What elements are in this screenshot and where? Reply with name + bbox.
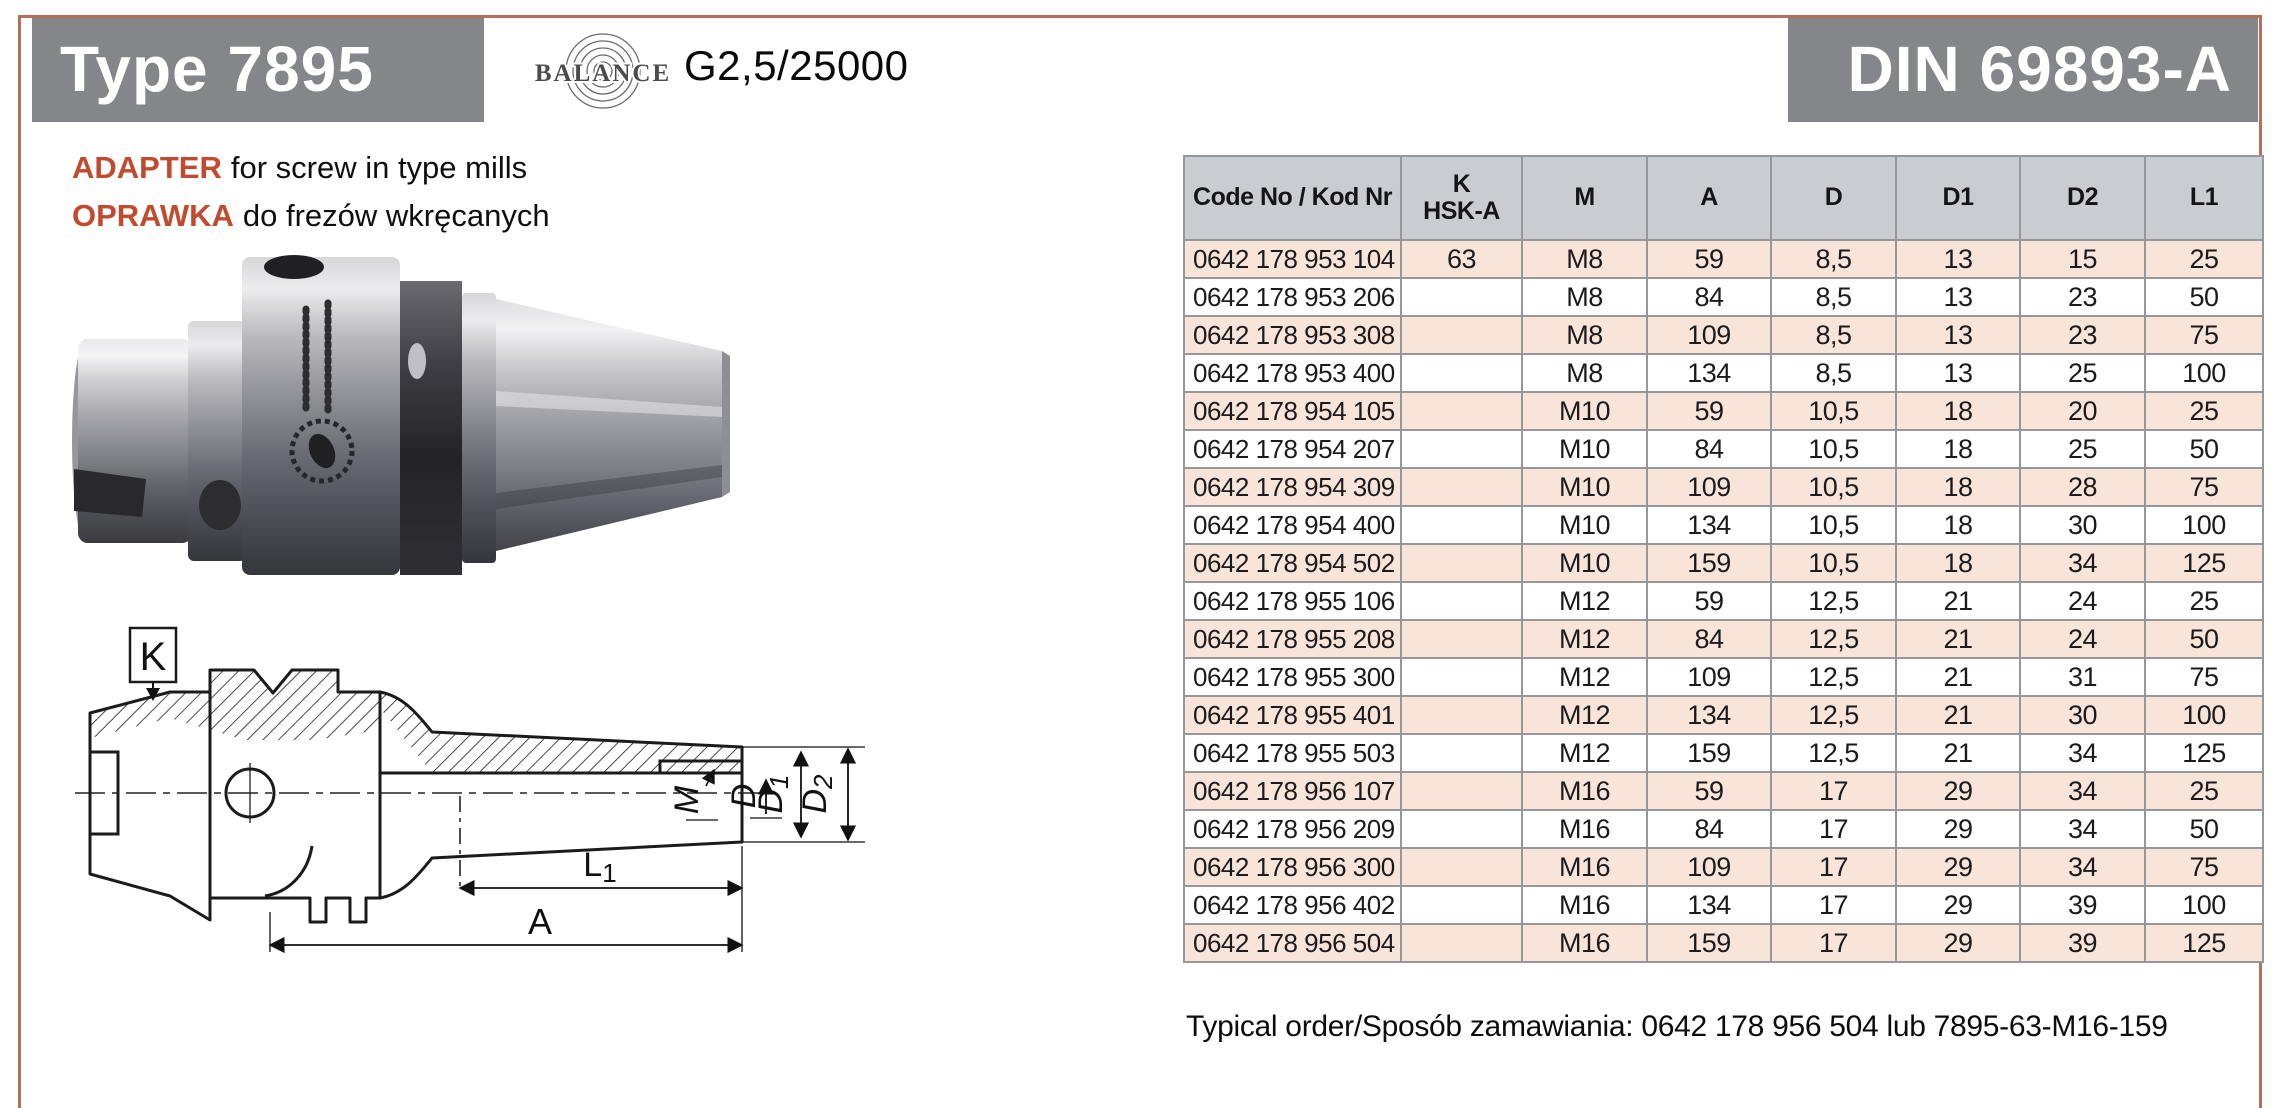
value-cell — [1401, 506, 1522, 544]
code-cell: 0642 178 953 104 — [1184, 240, 1401, 278]
value-cell: 24 — [2020, 582, 2145, 620]
value-cell: 18 — [1896, 392, 2020, 430]
value-cell: 75 — [2145, 468, 2263, 506]
value-cell: M8 — [1522, 278, 1647, 316]
value-cell — [1401, 468, 1522, 506]
value-cell: 25 — [2145, 392, 2263, 430]
value-cell — [1401, 696, 1522, 734]
value-cell: 84 — [1647, 278, 1771, 316]
code-cell: 0642 178 956 209 — [1184, 810, 1401, 848]
value-cell: 20 — [2020, 392, 2145, 430]
dim-label-d1: D1 — [752, 774, 794, 814]
value-cell: 21 — [1896, 734, 2020, 772]
value-cell: 34 — [2020, 772, 2145, 810]
col-header-d1: D1 — [1896, 156, 2020, 240]
code-cell: 0642 178 954 400 — [1184, 506, 1401, 544]
value-cell — [1401, 620, 1522, 658]
balance-grade: G2,5/25000 — [684, 42, 909, 89]
code-cell: 0642 178 953 400 — [1184, 354, 1401, 392]
code-cell: 0642 178 953 308 — [1184, 316, 1401, 354]
value-cell: 29 — [1896, 886, 2020, 924]
value-cell: 159 — [1647, 544, 1771, 582]
adapter-keyword: ADAPTER — [72, 150, 222, 185]
value-cell: M10 — [1522, 468, 1647, 506]
value-cell: 159 — [1647, 734, 1771, 772]
code-cell: 0642 178 956 300 — [1184, 848, 1401, 886]
col-header-m: M — [1522, 156, 1647, 240]
col-header-l1: L1 — [2145, 156, 2263, 240]
adapter-text: for screw in type mills — [230, 150, 528, 185]
value-cell: M10 — [1522, 506, 1647, 544]
value-cell: 8,5 — [1771, 354, 1896, 392]
code-cell: 0642 178 954 502 — [1184, 544, 1401, 582]
value-cell: 59 — [1647, 392, 1771, 430]
value-cell: 8,5 — [1771, 316, 1896, 354]
value-cell — [1401, 278, 1522, 316]
value-cell: 21 — [1896, 696, 2020, 734]
value-cell: 24 — [2020, 620, 2145, 658]
value-cell: 39 — [2020, 886, 2145, 924]
table-row — [1184, 658, 2263, 696]
col-header-a: A — [1647, 156, 1771, 240]
oprawka-keyword: OPRAWKA — [72, 198, 234, 233]
value-cell: 75 — [2145, 848, 2263, 886]
page-border-left — [18, 15, 21, 1108]
value-cell — [1401, 848, 1522, 886]
table-row — [1184, 696, 2263, 734]
dim-label-d2: D2 — [796, 774, 838, 814]
value-cell: M10 — [1522, 392, 1647, 430]
table-row — [1184, 278, 2263, 316]
value-cell — [1401, 430, 1522, 468]
value-cell: 10,5 — [1771, 506, 1896, 544]
balance-logo-text: BALANCE — [534, 60, 672, 87]
value-cell: 10,5 — [1771, 430, 1896, 468]
value-cell: 18 — [1896, 430, 2020, 468]
value-cell: M8 — [1522, 240, 1647, 278]
value-cell: 29 — [1896, 848, 2020, 886]
value-cell: 23 — [2020, 278, 2145, 316]
spec-table-body — [1184, 240, 2263, 962]
din-title: DIN 69893-A — [1847, 33, 2232, 105]
value-cell: 17 — [1771, 924, 1896, 962]
code-cell: 0642 178 955 106 — [1184, 582, 1401, 620]
table-header-row — [1184, 156, 2263, 240]
value-cell: 29 — [1896, 772, 2020, 810]
value-cell: 125 — [2145, 924, 2263, 962]
value-cell: 17 — [1771, 848, 1896, 886]
product-photo-image — [70, 243, 730, 588]
value-cell: 125 — [2145, 544, 2263, 582]
description-en — [72, 144, 550, 192]
table-row — [1184, 582, 2263, 620]
table-row — [1184, 544, 2263, 582]
code-cell: 0642 178 954 105 — [1184, 392, 1401, 430]
value-cell: 18 — [1896, 506, 2020, 544]
value-cell — [1401, 772, 1522, 810]
value-cell: 13 — [1896, 354, 2020, 392]
value-cell: M12 — [1522, 620, 1647, 658]
value-cell — [1401, 810, 1522, 848]
value-cell — [1401, 392, 1522, 430]
value-cell: 17 — [1771, 810, 1896, 848]
value-cell: 100 — [2145, 354, 2263, 392]
value-cell: 15 — [2020, 240, 2145, 278]
code-cell: 0642 178 956 107 — [1184, 772, 1401, 810]
value-cell: M16 — [1522, 772, 1647, 810]
value-cell: 21 — [1896, 582, 2020, 620]
code-cell: 0642 178 956 504 — [1184, 924, 1401, 962]
table-row — [1184, 392, 2263, 430]
value-cell — [1401, 582, 1522, 620]
code-cell: 0642 178 955 208 — [1184, 620, 1401, 658]
col-header-d2: D2 — [2020, 156, 2145, 240]
type-title-box — [32, 18, 484, 122]
value-cell: 30 — [2020, 696, 2145, 734]
value-cell: M10 — [1522, 544, 1647, 582]
value-cell: 75 — [2145, 316, 2263, 354]
value-cell: 109 — [1647, 848, 1771, 886]
dim-label-l1: L1 — [583, 846, 617, 888]
value-cell: 10,5 — [1771, 468, 1896, 506]
col-header-code: Code No / Kod Nr — [1184, 156, 1401, 240]
value-cell — [1401, 924, 1522, 962]
value-cell: 17 — [1771, 886, 1896, 924]
value-cell: 12,5 — [1771, 734, 1896, 772]
value-cell: 75 — [2145, 658, 2263, 696]
table-row — [1184, 354, 2263, 392]
value-cell: 50 — [2145, 278, 2263, 316]
value-cell: 25 — [2145, 772, 2263, 810]
value-cell: 8,5 — [1771, 240, 1896, 278]
value-cell: M12 — [1522, 734, 1647, 772]
value-cell: 12,5 — [1771, 582, 1896, 620]
oprawka-text: do frezów wkręcanych — [242, 198, 550, 233]
value-cell: 10,5 — [1771, 544, 1896, 582]
value-cell — [1401, 354, 1522, 392]
value-cell: 84 — [1647, 430, 1771, 468]
dim-label-a: A — [527, 901, 553, 942]
value-cell: 125 — [2145, 734, 2263, 772]
value-cell: 59 — [1647, 772, 1771, 810]
value-cell: 30 — [2020, 506, 2145, 544]
table-row — [1184, 506, 2263, 544]
value-cell: 23 — [2020, 316, 2145, 354]
value-cell: 34 — [2020, 734, 2145, 772]
value-cell: 134 — [1647, 506, 1771, 544]
value-cell: 34 — [2020, 848, 2145, 886]
value-cell — [1401, 658, 1522, 696]
value-cell: M8 — [1522, 316, 1647, 354]
value-cell: 39 — [2020, 924, 2145, 962]
value-cell: 8,5 — [1771, 278, 1896, 316]
value-cell: 50 — [2145, 810, 2263, 848]
value-cell: 29 — [1896, 924, 2020, 962]
value-cell: 100 — [2145, 886, 2263, 924]
code-cell: 0642 178 953 206 — [1184, 278, 1401, 316]
value-cell: M16 — [1522, 924, 1647, 962]
value-cell: 25 — [2145, 240, 2263, 278]
value-cell: 134 — [1647, 696, 1771, 734]
value-cell: 25 — [2020, 430, 2145, 468]
value-cell: 12,5 — [1771, 658, 1896, 696]
value-cell: 12,5 — [1771, 620, 1896, 658]
balance-logo — [450, 18, 700, 128]
table-row — [1184, 430, 2263, 468]
value-cell: 50 — [2145, 430, 2263, 468]
k-label: K — [139, 635, 167, 679]
technical-drawing — [60, 600, 1180, 1060]
code-cell: 0642 178 956 402 — [1184, 886, 1401, 924]
value-cell: M12 — [1522, 696, 1647, 734]
value-cell: 25 — [2020, 354, 2145, 392]
value-cell: 12,5 — [1771, 696, 1896, 734]
value-cell: 63 — [1401, 240, 1522, 278]
value-cell: 159 — [1647, 924, 1771, 962]
value-cell: 34 — [2020, 810, 2145, 848]
value-cell — [1401, 544, 1522, 582]
value-cell: 84 — [1647, 810, 1771, 848]
col-header-k: K HSK-A — [1401, 156, 1522, 240]
col-header-d: D — [1771, 156, 1896, 240]
table-row — [1184, 240, 2263, 278]
value-cell — [1401, 734, 1522, 772]
code-cell: 0642 178 955 300 — [1184, 658, 1401, 696]
din-title-box — [1788, 18, 2258, 122]
value-cell: 18 — [1896, 544, 2020, 582]
value-cell: 134 — [1647, 886, 1771, 924]
value-cell: 100 — [2145, 696, 2263, 734]
value-cell: 13 — [1896, 240, 2020, 278]
value-cell: M10 — [1522, 430, 1647, 468]
value-cell: 28 — [2020, 468, 2145, 506]
value-cell: 50 — [2145, 620, 2263, 658]
value-cell: 109 — [1647, 658, 1771, 696]
value-cell: M12 — [1522, 658, 1647, 696]
table-row — [1184, 810, 2263, 848]
dim-label-m: M — [668, 785, 706, 815]
table-row — [1184, 924, 2263, 962]
value-cell: 17 — [1771, 772, 1896, 810]
value-cell — [1401, 316, 1522, 354]
value-cell: 59 — [1647, 240, 1771, 278]
value-cell: M16 — [1522, 886, 1647, 924]
value-cell: 29 — [1896, 810, 2020, 848]
code-cell: 0642 178 954 309 — [1184, 468, 1401, 506]
value-cell: 10,5 — [1771, 392, 1896, 430]
value-cell: 13 — [1896, 278, 2020, 316]
value-cell: 13 — [1896, 316, 2020, 354]
value-cell: 21 — [1896, 620, 2020, 658]
value-cell: M12 — [1522, 582, 1647, 620]
table-row — [1184, 620, 2263, 658]
value-cell: 59 — [1647, 582, 1771, 620]
table-row — [1184, 886, 2263, 924]
value-cell: M8 — [1522, 354, 1647, 392]
value-cell: M16 — [1522, 848, 1647, 886]
table-row — [1184, 316, 2263, 354]
table-row — [1184, 848, 2263, 886]
value-cell: 31 — [2020, 658, 2145, 696]
code-cell: 0642 178 955 401 — [1184, 696, 1401, 734]
value-cell: 25 — [2145, 582, 2263, 620]
description-pl — [72, 192, 550, 240]
table-row — [1184, 468, 2263, 506]
value-cell: 34 — [2020, 544, 2145, 582]
description-block — [72, 144, 550, 240]
type-title: Type 7895 — [60, 33, 374, 105]
value-cell: 100 — [2145, 506, 2263, 544]
value-cell: 134 — [1647, 354, 1771, 392]
value-cell: 84 — [1647, 620, 1771, 658]
value-cell: 18 — [1896, 468, 2020, 506]
value-cell: 109 — [1647, 468, 1771, 506]
typical-order-note: Typical order/Sposób zamawiania: 0642 178 956 504 lub 7895-63-M16-159 — [1186, 1010, 2168, 1043]
code-cell: 0642 178 954 207 — [1184, 430, 1401, 468]
table-row — [1184, 772, 2263, 810]
spec-table — [1183, 155, 2264, 963]
dim-label-d: D — [725, 783, 763, 809]
table-row — [1184, 734, 2263, 772]
code-cell: 0642 178 955 503 — [1184, 734, 1401, 772]
value-cell: 21 — [1896, 658, 2020, 696]
value-cell: M16 — [1522, 810, 1647, 848]
value-cell — [1401, 886, 1522, 924]
value-cell: 109 — [1647, 316, 1771, 354]
